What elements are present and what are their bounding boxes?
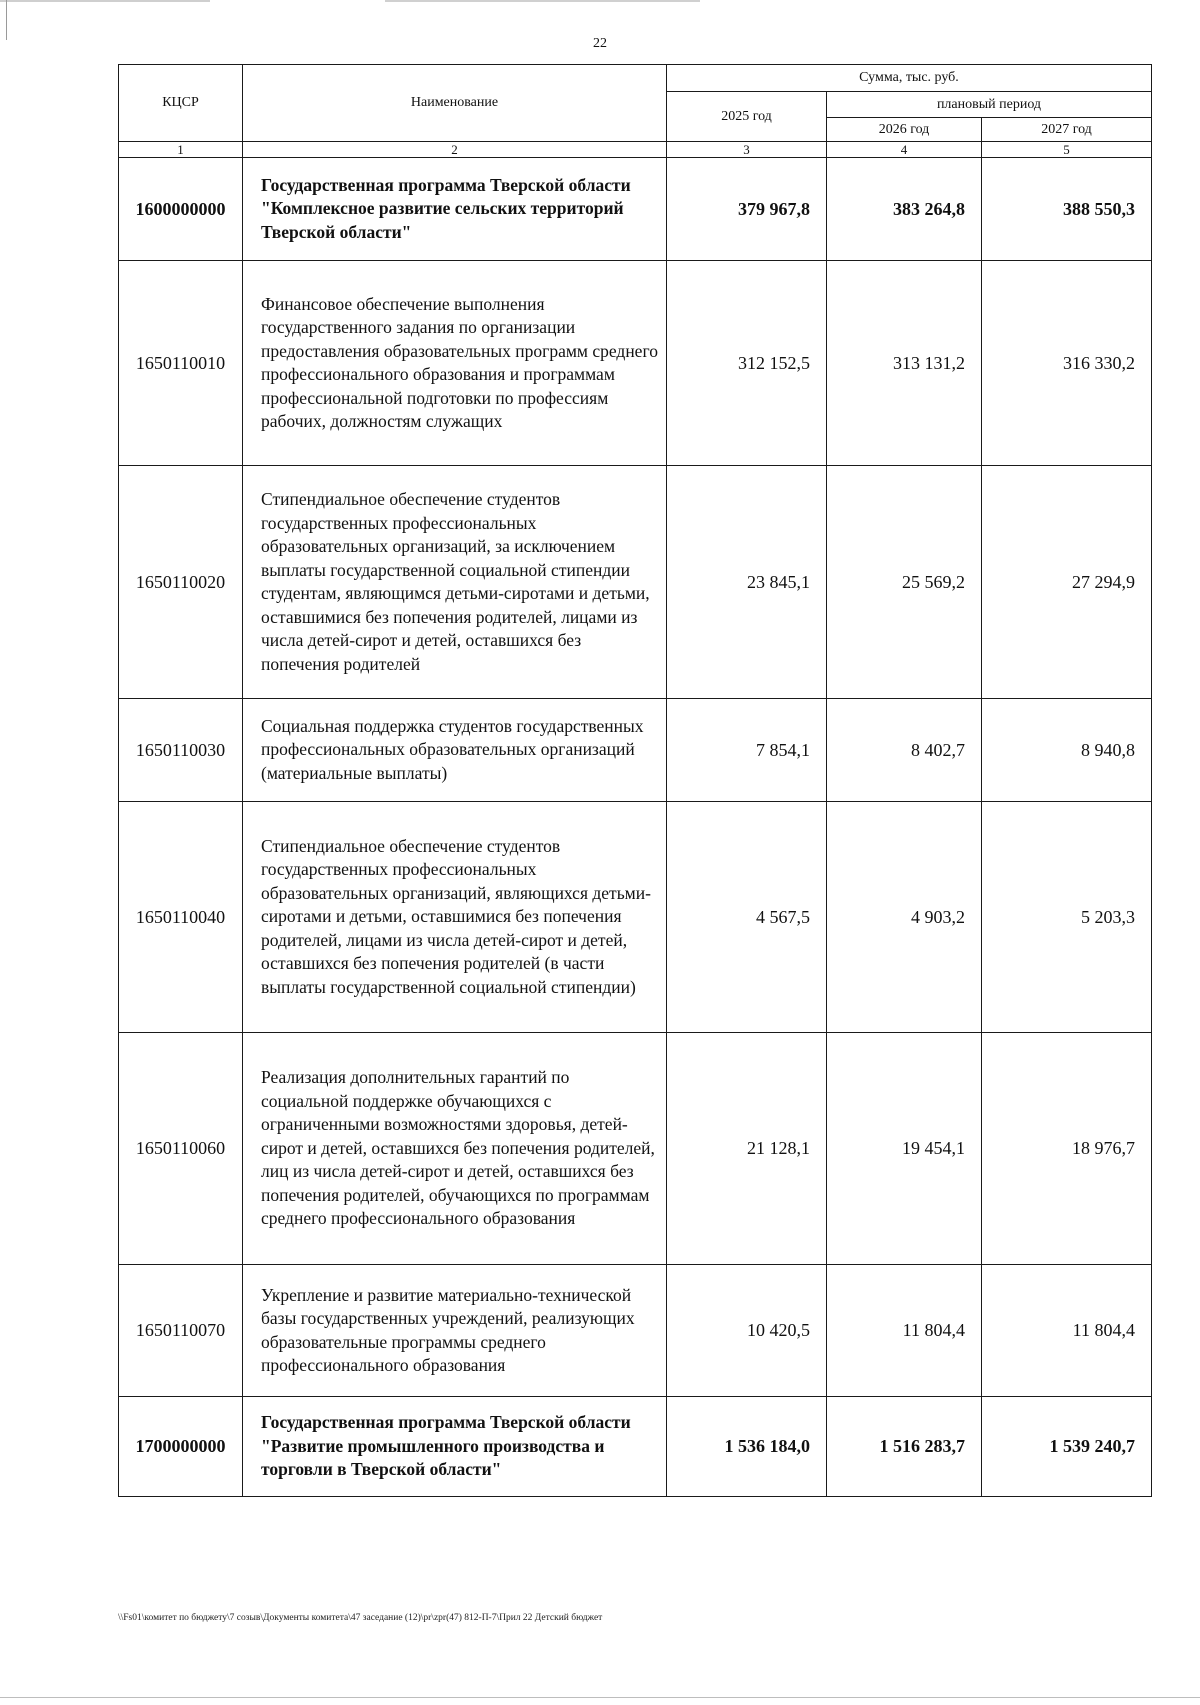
row-value-2026: 19 454,1 bbox=[827, 1033, 982, 1265]
row-code: 1650110030 bbox=[119, 699, 243, 802]
row-name: Реализация дополнительных гарантий по социальной поддержке обучающихся с ограниченными возможностями здоровья, детей-сирот и детей, оставшихся без попечения родителей, лиц из числа детей-сирот и детей, оставшихся без попечения родителей, обучающихся по программам среднего профессионального образования bbox=[243, 1033, 667, 1265]
row-name: Социальная поддержка студентов государственных профессиональных образовательных организаций (материальные выплаты) bbox=[243, 699, 667, 802]
row-value-2026: 8 402,7 bbox=[827, 699, 982, 802]
column-number: 2 bbox=[243, 142, 667, 158]
column-number-row bbox=[119, 142, 1152, 158]
column-number: 3 bbox=[667, 142, 827, 158]
row-name: Стипендиальное обеспечение студентов государственных профессиональных образовательных организаций, за исключением выплаты государственной социальной стипендии студентам, являющимся детьми-сиротами и детьми, оставшимися без попечения родителей, лицами из числа детей-сирот и детей, оставшихся без попечения родителей bbox=[243, 466, 667, 699]
header-code: КЦСР bbox=[119, 65, 243, 142]
row-code: 1650110010 bbox=[119, 261, 243, 466]
column-number: 5 bbox=[982, 142, 1152, 158]
row-value-2026: 313 131,2 bbox=[827, 261, 982, 466]
row-value-2025: 21 128,1 bbox=[667, 1033, 827, 1265]
column-number: 1 bbox=[119, 142, 243, 158]
row-value-2025: 4 567,5 bbox=[667, 802, 827, 1033]
table-row bbox=[119, 699, 1152, 802]
scan-artifact-bottom bbox=[0, 1697, 1200, 1698]
table-row bbox=[119, 802, 1152, 1033]
row-code: 1650110070 bbox=[119, 1265, 243, 1397]
scan-artifact-left bbox=[6, 0, 7, 40]
row-value-2025: 1 536 184,0 bbox=[667, 1397, 827, 1497]
row-value-2026: 4 903,2 bbox=[827, 802, 982, 1033]
header-year-2027: 2027 год bbox=[982, 118, 1152, 142]
table-row bbox=[119, 1265, 1152, 1397]
table-row bbox=[119, 1033, 1152, 1265]
row-value-2026: 1 516 283,7 bbox=[827, 1397, 982, 1497]
row-value-2025: 23 845,1 bbox=[667, 466, 827, 699]
row-code: 1700000000 bbox=[119, 1397, 243, 1497]
header-name: Наименование bbox=[243, 65, 667, 142]
row-code: 1650110020 bbox=[119, 466, 243, 699]
row-value-2027: 316 330,2 bbox=[982, 261, 1152, 466]
row-code: 1600000000 bbox=[119, 158, 243, 261]
row-value-2025: 10 420,5 bbox=[667, 1265, 827, 1397]
row-value-2025: 379 967,8 bbox=[667, 158, 827, 261]
header-year-2025: 2025 год bbox=[667, 92, 827, 142]
header-planned-period: плановый период bbox=[827, 92, 1152, 118]
row-value-2027: 388 550,3 bbox=[982, 158, 1152, 261]
row-name: Государственная программа Тверской области "Комплексное развитие сельских территорий Тверской области" bbox=[243, 158, 667, 261]
header-sum: Сумма, тыс. руб. bbox=[667, 65, 1152, 92]
row-value-2027: 5 203,3 bbox=[982, 802, 1152, 1033]
row-name: Укрепление и развитие материально-технической базы государственных учреждений, реализующих образовательные программы среднего профессионального образования bbox=[243, 1265, 667, 1397]
row-name: Финансовое обеспечение выполнения государственного задания по организации предоставления образовательных программ среднего профессионального образования и программам профессиональной подготовки по профессиям рабочих, должностям служащих bbox=[243, 261, 667, 466]
row-value-2026: 25 569,2 bbox=[827, 466, 982, 699]
row-value-2025: 7 854,1 bbox=[667, 699, 827, 802]
row-code: 1650110060 bbox=[119, 1033, 243, 1265]
table-row bbox=[119, 261, 1152, 466]
budget-table bbox=[118, 64, 1152, 1497]
footer-file-path: \\Fs01\комитет по бюджету\7 созыв\Документы комитета\47 заседание (12)\pr\zpr(47) 812-П-7\Прил 22 Детский бюджет bbox=[118, 1613, 603, 1623]
row-name: Государственная программа Тверской области "Развитие промышленного производства и торговли в Тверской области" bbox=[243, 1397, 667, 1497]
row-name: Стипендиальное обеспечение студентов государственных профессиональных образовательных организаций, являющихся детьми-сиротами и детьми, оставшимися без попечения родителей, лицами из числа детей-сирот и детей, оставшихся без попечения родителей (в части выплаты государственной социальной стипендии) bbox=[243, 802, 667, 1033]
row-value-2026: 11 804,4 bbox=[827, 1265, 982, 1397]
row-value-2025: 312 152,5 bbox=[667, 261, 827, 466]
row-value-2027: 18 976,7 bbox=[982, 1033, 1152, 1265]
row-value-2027: 11 804,4 bbox=[982, 1265, 1152, 1397]
row-value-2027: 1 539 240,7 bbox=[982, 1397, 1152, 1497]
row-code: 1650110040 bbox=[119, 802, 243, 1033]
row-value-2027: 27 294,9 bbox=[982, 466, 1152, 699]
header-year-2026: 2026 год bbox=[827, 118, 982, 142]
scan-artifact-top bbox=[0, 0, 700, 2]
table-row bbox=[119, 466, 1152, 699]
table-row bbox=[119, 158, 1152, 261]
column-number: 4 bbox=[827, 142, 982, 158]
page-number: 22 bbox=[593, 36, 607, 51]
table-row bbox=[119, 1397, 1152, 1497]
row-value-2026: 383 264,8 bbox=[827, 158, 982, 261]
row-value-2027: 8 940,8 bbox=[982, 699, 1152, 802]
